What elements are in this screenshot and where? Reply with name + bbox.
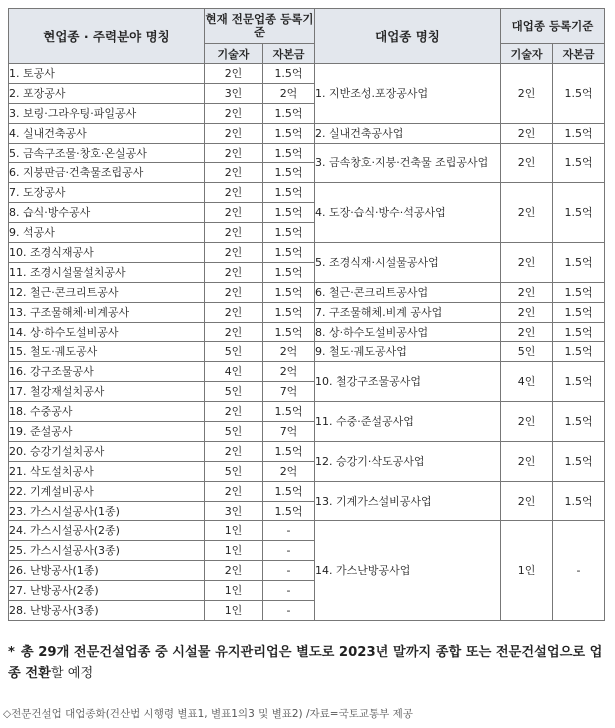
current-industry-name: 11. 조경시설물설치공사 xyxy=(9,262,205,282)
current-tech-count: 5인 xyxy=(205,461,263,481)
current-industry-name: 10. 조경식재공사 xyxy=(9,243,205,263)
current-tech-count: 2인 xyxy=(205,302,263,322)
current-capital: 2억 xyxy=(263,83,315,103)
current-capital: 1.5억 xyxy=(263,203,315,223)
current-name-header: 현업종 · 주력분야 명칭 xyxy=(9,9,205,64)
current-industry-name: 3. 보링·그라우팅·파일공사 xyxy=(9,103,205,123)
large-tech-count: 2인 xyxy=(501,322,553,342)
large-name-header: 대업종 명칭 xyxy=(315,9,501,64)
large-industry-name: 5. 조경식재·시설물공사업 xyxy=(315,243,501,283)
large-tech-count: 2인 xyxy=(501,282,553,302)
current-tech-count: 2인 xyxy=(205,203,263,223)
current-tech-count: 2인 xyxy=(205,103,263,123)
current-industry-name: 17. 철강재설치공사 xyxy=(9,382,205,402)
large-tech-count: 2인 xyxy=(501,481,553,521)
current-capital: 1.5억 xyxy=(263,302,315,322)
table-row xyxy=(9,183,605,203)
large-industry-name: 4. 도장·습식·방수·석공사업 xyxy=(315,183,501,243)
current-capital: 1.5억 xyxy=(263,163,315,183)
large-tech-count: 2인 xyxy=(501,64,553,124)
current-industry-name: 24. 가스시설공사(2종) xyxy=(9,521,205,541)
large-capital: 1.5억 xyxy=(553,402,605,442)
current-tech-header: 기술자 xyxy=(205,44,263,64)
current-capital: 1.5억 xyxy=(263,123,315,143)
footnote-star: * xyxy=(8,645,15,660)
current-standard-header: 현재 전문업종 등록기준 xyxy=(205,9,315,44)
large-tech-count: 2인 xyxy=(501,243,553,283)
current-capital: 1.5억 xyxy=(263,262,315,282)
large-capital: - xyxy=(553,521,605,620)
large-capital: 1.5억 xyxy=(553,183,605,243)
current-capital: - xyxy=(263,521,315,541)
table-row xyxy=(9,282,605,302)
current-capital: 1.5억 xyxy=(263,64,315,84)
current-industry-name: 26. 난방공사(1종) xyxy=(9,561,205,581)
large-industry-name: 3. 금속창호·지붕·건축물 조립공사업 xyxy=(315,143,501,183)
large-capital: 1.5억 xyxy=(553,362,605,402)
current-tech-count: 2인 xyxy=(205,282,263,302)
current-capital: - xyxy=(263,541,315,561)
large-capital: 1.5억 xyxy=(553,322,605,342)
current-industry-name: 9. 석공사 xyxy=(9,223,205,243)
current-industry-name: 12. 철근·콘크리트공사 xyxy=(9,282,205,302)
source-caption: ◇전문건설업 대업종화(건산법 시행령 별표1, 별표1의3 및 별표2) /자료=국토교통부 제공 xyxy=(3,708,413,720)
large-tech-count: 2인 xyxy=(501,183,553,243)
current-industry-name: 19. 준설공사 xyxy=(9,422,205,442)
large-industry-name: 7. 구조물해체.비계 공사업 xyxy=(315,302,501,322)
current-tech-count: 4인 xyxy=(205,362,263,382)
current-tech-count: 2인 xyxy=(205,561,263,581)
table-row xyxy=(9,362,605,382)
large-industry-name: 6. 철근·콘크리트공사업 xyxy=(315,282,501,302)
table-row xyxy=(9,441,605,461)
current-industry-name: 21. 삭도설치공사 xyxy=(9,461,205,481)
current-industry-name: 22. 기계설비공사 xyxy=(9,481,205,501)
current-capital: 1.5억 xyxy=(263,243,315,263)
large-capital: 1.5억 xyxy=(553,123,605,143)
large-tech-count: 2인 xyxy=(501,123,553,143)
footnote-bold-text: 총 29개 전문건설업종 중 시설물 유지관리업은 별도로 2023년 말까지 종합 또는 전문건설업으로 업종 전환 xyxy=(8,645,603,681)
current-tech-count: 2인 xyxy=(205,481,263,501)
large-industry-name: 1. 지반조성.포장공사업 xyxy=(315,64,501,124)
table-row xyxy=(9,402,605,422)
large-industry-name: 12. 승강기·삭도공사업 xyxy=(315,441,501,481)
table-row xyxy=(9,64,605,84)
current-industry-name: 14. 상·하수도설비공사 xyxy=(9,322,205,342)
current-capital: 1.5억 xyxy=(263,322,315,342)
current-tech-count: 2인 xyxy=(205,64,263,84)
current-industry-name: 28. 난방공사(3종) xyxy=(9,601,205,621)
current-capital: 1.5억 xyxy=(263,103,315,123)
current-tech-count: 5인 xyxy=(205,382,263,402)
current-tech-count: 2인 xyxy=(205,402,263,422)
current-capital: 1.5억 xyxy=(263,441,315,461)
current-tech-count: 1인 xyxy=(205,601,263,621)
current-capital: 2억 xyxy=(263,342,315,362)
current-capital: 7억 xyxy=(263,422,315,442)
table-row xyxy=(9,342,605,362)
large-capital: 1.5억 xyxy=(553,64,605,124)
large-capital: 1.5억 xyxy=(553,441,605,481)
current-industry-name: 27. 난방공사(2종) xyxy=(9,581,205,601)
table-row xyxy=(9,123,605,143)
current-capital: - xyxy=(263,561,315,581)
current-capital: 2억 xyxy=(263,461,315,481)
large-industry-name: 9. 철도·궤도공사업 xyxy=(315,342,501,362)
current-tech-count: 5인 xyxy=(205,342,263,362)
large-capital: 1.5억 xyxy=(553,282,605,302)
table-row xyxy=(9,143,605,163)
table-row xyxy=(9,302,605,322)
current-capital: 7억 xyxy=(263,382,315,402)
current-tech-count: 2인 xyxy=(205,262,263,282)
large-tech-count: 2인 xyxy=(501,441,553,481)
current-tech-count: 2인 xyxy=(205,183,263,203)
large-tech-header: 기술자 xyxy=(501,44,553,64)
large-industry-name: 8. 상·하수도설비공사업 xyxy=(315,322,501,342)
current-tech-count: 1인 xyxy=(205,521,263,541)
current-industry-name: 23. 가스시설공사(1종) xyxy=(9,501,205,521)
current-capital: - xyxy=(263,581,315,601)
large-industry-name: 13. 기계가스설비공사업 xyxy=(315,481,501,521)
current-industry-name: 2. 포장공사 xyxy=(9,83,205,103)
current-industry-name: 6. 지붕판금·건축물조립공사 xyxy=(9,163,205,183)
current-industry-name: 25. 가스시설공사(3종) xyxy=(9,541,205,561)
current-industry-name: 20. 승강기설치공사 xyxy=(9,441,205,461)
large-tech-count: 2인 xyxy=(501,302,553,322)
large-industry-name: 14. 가스난방공사업 xyxy=(315,521,501,620)
current-capital: - xyxy=(263,601,315,621)
current-tech-count: 1인 xyxy=(205,581,263,601)
large-capital: 1.5억 xyxy=(553,143,605,183)
current-tech-count: 1인 xyxy=(205,541,263,561)
current-capital: 1.5억 xyxy=(263,183,315,203)
current-industry-name: 5. 금속구조물·창호·온실공사 xyxy=(9,143,205,163)
current-capital: 1.5억 xyxy=(263,223,315,243)
current-capital: 1.5억 xyxy=(263,143,315,163)
current-capital-header: 자본금 xyxy=(263,44,315,64)
table-row xyxy=(9,521,605,541)
current-industry-name: 1. 토공사 xyxy=(9,64,205,84)
current-industry-name: 18. 수중공사 xyxy=(9,402,205,422)
large-industry-name: 2. 실내건축공사업 xyxy=(315,123,501,143)
large-capital: 1.5억 xyxy=(553,243,605,283)
current-industry-name: 13. 구조물해체·비계공사 xyxy=(9,302,205,322)
table-row xyxy=(9,243,605,263)
current-tech-count: 2인 xyxy=(205,441,263,461)
table-row xyxy=(9,322,605,342)
table-body xyxy=(9,64,605,621)
large-capital-header: 자본금 xyxy=(553,44,605,64)
large-capital: 1.5억 xyxy=(553,302,605,322)
large-capital: 1.5억 xyxy=(553,342,605,362)
industry-table xyxy=(8,8,605,621)
current-tech-count: 2인 xyxy=(205,223,263,243)
footnote xyxy=(8,642,604,684)
current-industry-name: 16. 강구조물공사 xyxy=(9,362,205,382)
large-tech-count: 2인 xyxy=(501,402,553,442)
current-capital: 1.5억 xyxy=(263,402,315,422)
current-tech-count: 2인 xyxy=(205,163,263,183)
large-tech-count: 2인 xyxy=(501,143,553,183)
footnote-normal-text: 할 예정 xyxy=(50,666,94,681)
current-industry-name: 4. 실내건축공사 xyxy=(9,123,205,143)
current-capital: 1.5억 xyxy=(263,481,315,501)
current-tech-count: 2인 xyxy=(205,243,263,263)
current-capital: 2억 xyxy=(263,362,315,382)
current-tech-count: 2인 xyxy=(205,123,263,143)
current-industry-name: 8. 습식·방수공사 xyxy=(9,203,205,223)
current-capital: 1.5억 xyxy=(263,282,315,302)
current-tech-count: 3인 xyxy=(205,83,263,103)
current-tech-count: 3인 xyxy=(205,501,263,521)
current-tech-count: 5인 xyxy=(205,422,263,442)
large-tech-count: 5인 xyxy=(501,342,553,362)
table-row xyxy=(9,481,605,501)
large-tech-count: 4인 xyxy=(501,362,553,402)
large-industry-name: 10. 철강구조물공사업 xyxy=(315,362,501,402)
large-industry-name: 11. 수중·준설공사업 xyxy=(315,402,501,442)
current-industry-name: 7. 도장공사 xyxy=(9,183,205,203)
large-tech-count: 1인 xyxy=(501,521,553,620)
current-industry-name: 15. 철도·궤도공사 xyxy=(9,342,205,362)
current-tech-count: 2인 xyxy=(205,322,263,342)
current-tech-count: 2인 xyxy=(205,143,263,163)
large-capital: 1.5억 xyxy=(553,481,605,521)
large-standard-header: 대업종 등록기준 xyxy=(501,9,605,44)
current-capital: 1.5억 xyxy=(263,501,315,521)
